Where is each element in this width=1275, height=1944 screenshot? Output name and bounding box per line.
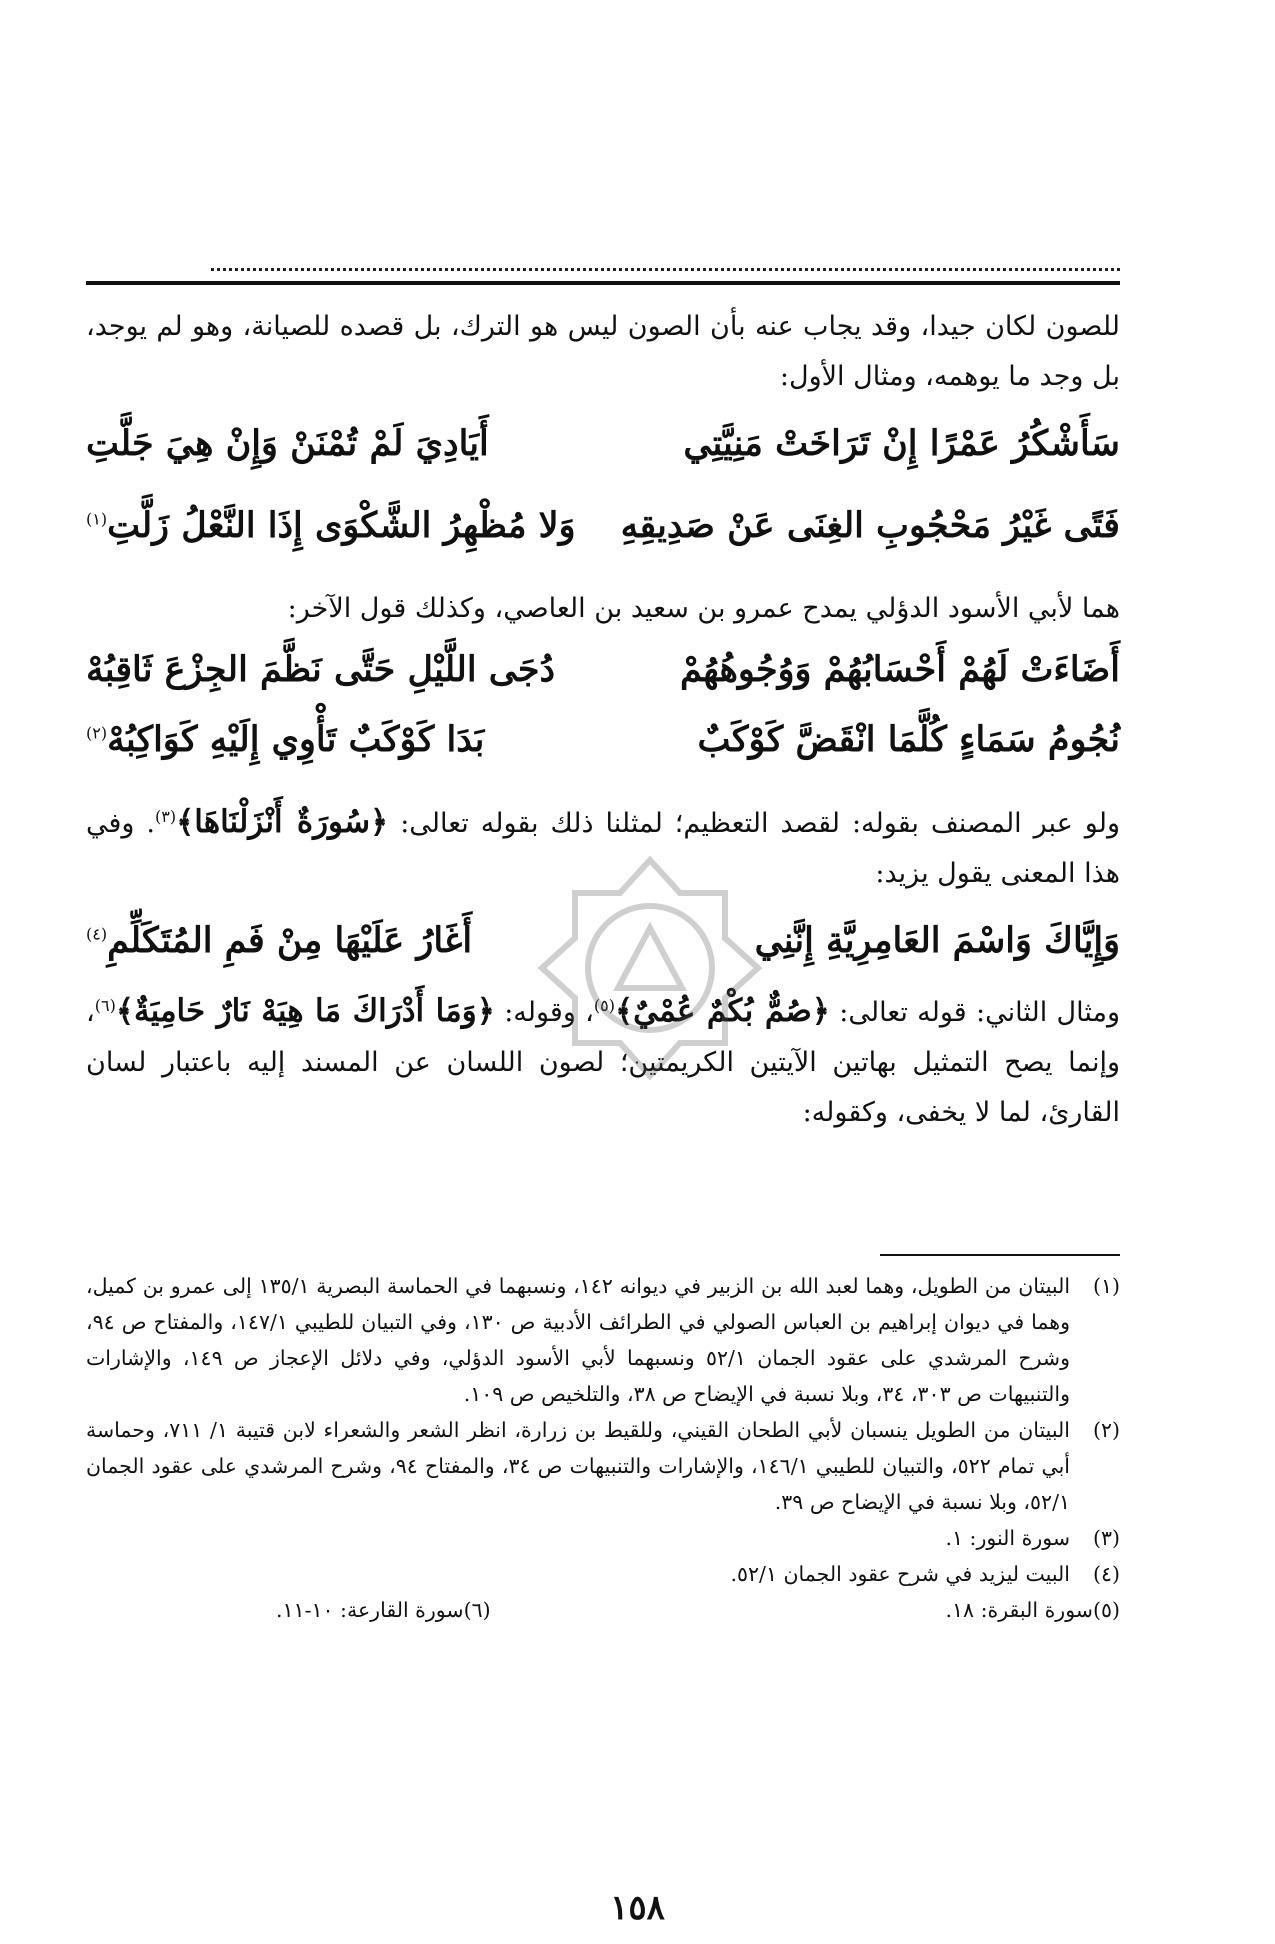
footnote [86,1520,1120,1556]
footnote-number: (٣) [1092,1526,1120,1550]
footnote-number: (٥) [1092,1598,1120,1622]
footnote-text: البيت ليزيد في شرح عقود الجمان ٥٢/١. [730,1562,1070,1586]
quran-quote: ﴿صُمٌّ بُكْمٌ عُمْيٌ﴾ [615,993,830,1029]
footnote-text: سورة البقرة: ١٨. [945,1598,1093,1622]
footnote-marker: (٤) [86,923,108,943]
footnote-number: (١) [1092,1274,1120,1298]
footnote [946,1592,1120,1628]
footnote-number: (٢) [1092,1418,1120,1442]
footnote [86,1268,1120,1412]
footnote [86,1412,1120,1520]
footnote-marker: (٦) [94,996,116,1015]
footnotes [86,1268,1120,1628]
first-hemistich: وَإِيَّاكَ وَاسْمَ العَامِرِيَّةِ إِنَّنِي [754,919,1120,961]
footnote [86,1556,1120,1592]
second-hemistich: وَلا مُظْهِرُ الشَّكْوَى إِذَا النَّعْلُ زَلَّتِ$^{(١)}$ [86,504,576,546]
poem-1 [86,402,1120,566]
footnote-text: سورة القارعة: ١٠-١١. [276,1598,464,1622]
paragraph-4: ومثال الثاني: قوله تعالى: ﴿صُمٌّ بُكْمٌ عُمْيٌ﴾$^{(٥)}$، وقوله: ﴿وَمَا أَدْرَاكَ مَا هِيَهْ نَارٌ حَامِيَةٌ﴾$^{(٦)}$، وإنما يصح التمثيل بهاتين الآيتين الكريمتين؛ لصون اللسان عن المسند إليه باعتبار لسان القارئ، لما لا يخفى، وكقوله: [86,993,1121,1128]
footnote-marker: (٢) [86,722,108,742]
paragraph-3: ولو عبر المصنف بقوله: لقصد التعظيم؛ لمثلنا ذلك بقوله تعالى: ﴿سُورَةٌ أَنْزَلْنَاهَا﴾$^{(٣)}$. وفي هذا المعنى يقول يزيد: [86,804,1120,889]
first-hemistich: فَتًى غَيْرُ مَحْجُوبِ الغِنَى عَنْ صَدِيقِهِ [620,504,1120,546]
footnote-text: سورة النور: ١. [945,1526,1070,1550]
quran-quote: ﴿سُورَةٌ أَنْزَلْنَاهَا﴾ [176,804,389,840]
footnote-marker: (٥) [593,996,615,1015]
verse-line [86,402,1120,484]
first-hemistich: نُجُومُ سَمَاءٍ كُلَّمَا انْقَضَّ كَوْكَبٌ [697,718,1120,760]
paragraph-1: للصون لكان جيدا، وقد يجاب عنه بأن الصون ليس هو الترك، بل قصده للصيانة، وهو لم يوجد، بل وجد ما يوهمه، ومثال الأول: [86,311,1120,392]
quran-quote: ﴿وَمَا أَدْرَاكَ مَا هِيَهْ نَارٌ حَامِيَةٌ﴾ [115,993,495,1029]
poem-2 [86,634,1120,774]
first-hemistich: أَضَاءَتْ لَهُمْ أَحْسَابُهُمْ وَوُجُوهُهُمْ [680,648,1120,690]
footnote-number: (٤) [1092,1562,1120,1586]
footnote-separator [880,1254,1120,1256]
second-hemistich: أَغَارُ عَلَيْهَا مِنْ فَمِ المُتَكَلِّمِ$^{(٤)}$ [86,919,473,961]
footnote-text: البيتان من الطويل ينسبان لأبي الطحان القيني، وللقيط بن زرارة، انظر الشعر والشعراء لابن قتيبة ١/ ٧١١، وحماسة أبي تمام ٥٢٢، والتبيان للطيبي ١٤٦/١، والإشارات والتنبيهات ص ٣٤، والمفتاح ٩٤، وشرح المرشدي على عقود الجمان ٥٢/١، وبلا نسبة في الإيضاح ص ٣٩. [86,1418,1070,1514]
paragraph-2: هما لأبي الأسود الدؤلي يمدح عمرو بن سعيد بن العاصي، وكذلك قول الآخر: [287,593,1120,624]
second-hemistich: دُجَى اللَّيْلِ حَتَّى نَظَّمَ الجِزْعَ ثَاقِبُهْ [86,648,556,690]
footnote-pair [86,1592,1120,1628]
header-dotted-line [211,268,1120,271]
header-rule [86,268,1120,285]
page-number: ١٥٨ [610,1888,665,1928]
second-hemistich: بَدَا كَوْكَبٌ تَأْوِي إِلَيْهِ كَوَاكِبُهْ$^{(٢)}$ [86,718,485,760]
footnote-number: (٦) [463,1598,491,1622]
header-solid-line [86,281,1120,285]
footnote-marker: (١) [86,508,108,528]
second-hemistich: أَيَادِيَ لَمْ تُمْنَنْ وَإِنْ هِيَ جَلَّتِ [86,422,489,464]
verse-line [86,484,1120,566]
verse-line [86,704,1120,774]
verse-line [86,634,1120,704]
footnote-text: البيتان من الطويل، وهما لعبد الله بن الزبير في ديوانه ١٤٢، ونسبهما في الحماسة البصرية ١٣٥/١ إلى عمرو بن كميل، وهما في ديوان إبراهيم بن العباس الصولي في الطرائف الأدبية ص ١٣٠، وفي التبيان للطيبي ١٤٧/١، والمفتاح ص ٩٤، وشرح المرشدي على عقود الجمان ٥٢/١ ونسبهما لأبي الأسود الدؤلي، وفي دلائل الإعجاز ص ١٤٩، والإشارات والتنبيهات ص ٣٠٣، ٣٤، وبلا نسبة في الإيضاح ص ٣٨، والتلخيص ص ١٠٩. [86,1274,1071,1406]
footnote [276,1592,491,1628]
footnote-marker: (٣) [155,807,177,826]
library-watermark-stamp [530,848,770,1088]
first-hemistich: سَأَشْكُرُ عَمْرًا إِنْ تَرَاخَتْ مَنِيَّتِي [683,422,1120,464]
